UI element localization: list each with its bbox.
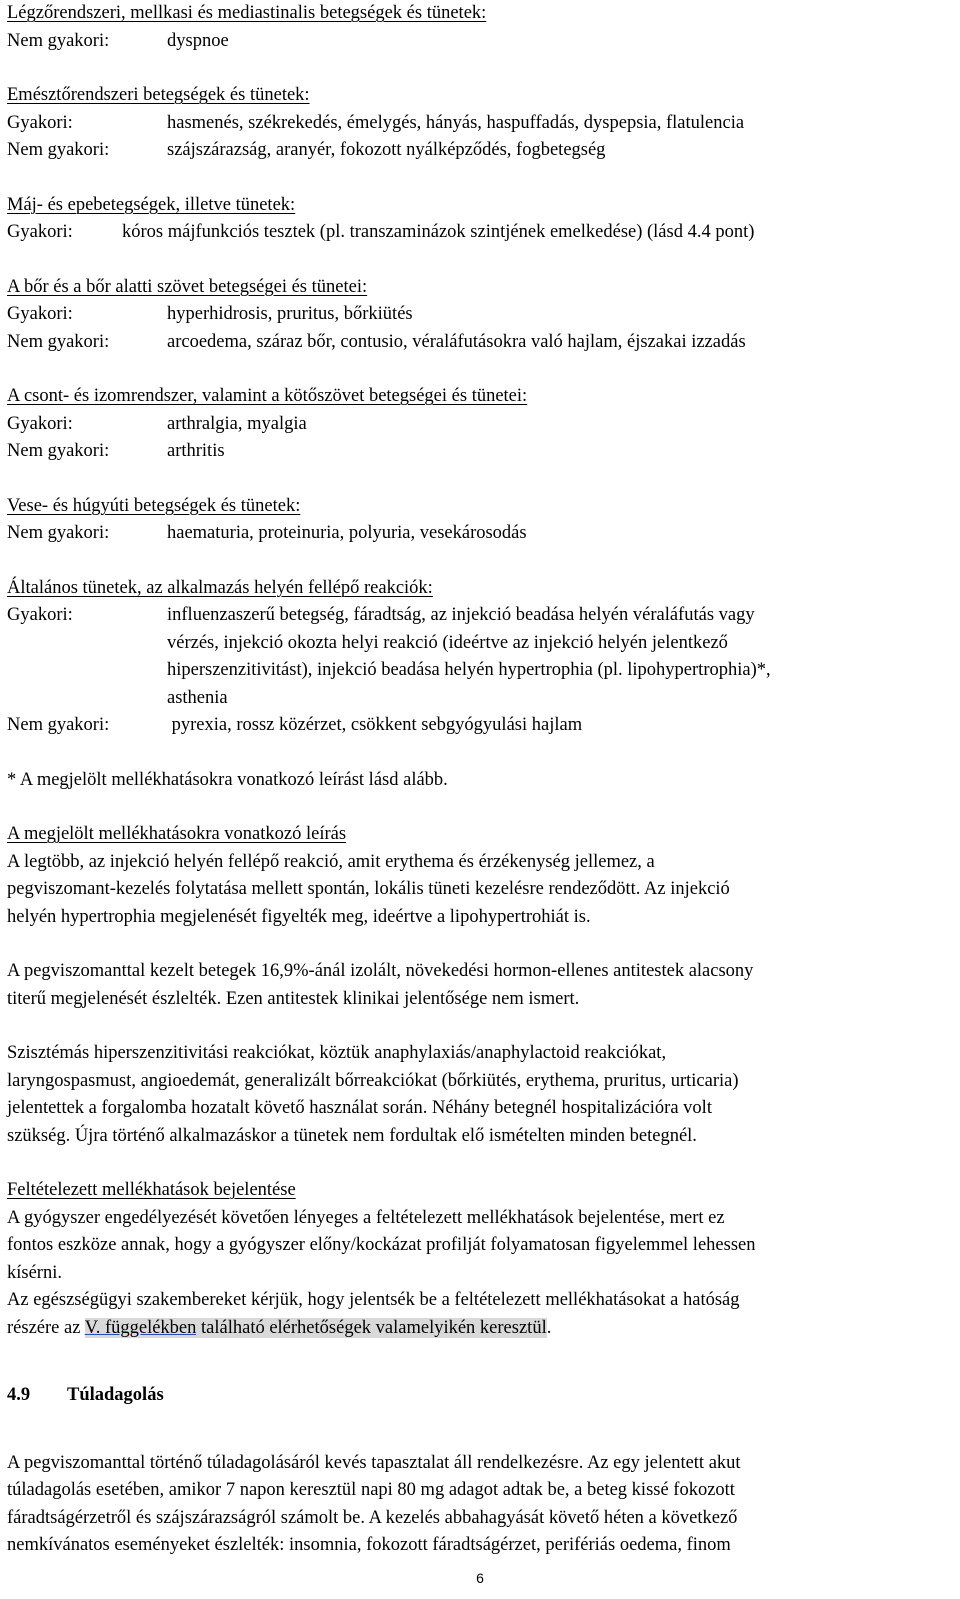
soc-renal xyxy=(7,493,947,548)
value-line: vérzés, injekció okozta helyi reakció (ideértve az injekció helyén jelentkező xyxy=(167,632,728,653)
text-line: Szisztémás hiperszenzitivitási reakciókat, köztük anaphylaxiás/anaphylactoid reakciókat, xyxy=(7,1043,667,1063)
paragraph xyxy=(7,1287,947,1342)
section-heading: Vese- és húgyúti betegségek és tünetek: xyxy=(7,495,301,516)
text-line: túladagolás esetében, amikor 7 napon keresztül napi 80 mg adagot adtak be, a beteg kissé fokozott xyxy=(7,1480,735,1500)
section-title-text: Túladagolás xyxy=(67,1385,164,1405)
frequency-value xyxy=(167,602,947,712)
frequency-label: Nem gyakori: xyxy=(7,715,110,735)
highlighted-text: található elérhetőségek valamelyikén keresztül xyxy=(196,1317,547,1338)
text-line xyxy=(7,1315,947,1343)
text-line: kísérni. xyxy=(7,1262,62,1283)
text-line: jelentettek a forgalomba hozatalt követő használat során. Néhány betegnél hospitalizációra volt xyxy=(7,1098,712,1118)
frequency-label: Nem gyakori: xyxy=(7,331,110,352)
frequency-row xyxy=(7,219,947,247)
document-page xyxy=(7,0,947,1560)
frequency-row xyxy=(7,137,947,165)
frequency-value: szájszárazság, aranyér, fokozott nyálképződés, fogbetegség xyxy=(167,140,606,160)
section-heading: A csont- és izomrendszer, valamint a kötőszövet betegségei és tünetei: xyxy=(7,386,528,406)
section-number: 4.9 xyxy=(7,1385,31,1405)
text-fragment: . xyxy=(546,1317,552,1338)
text-line: A pegviszomanttal kezelt betegek 16,9%-ánál izolált, növekedési hormon-ellenes antitestek alacsony xyxy=(7,961,754,981)
text-line: Az egészségügyi szakembereket kérjük, hogy jelentsék be a feltételezett mellékhatásokat a hatóság xyxy=(7,1290,740,1310)
frequency-label: Gyakori: xyxy=(7,222,73,242)
soc-gastrointestinal xyxy=(7,82,947,165)
text-line: fontos eszköze annak, hogy a gyógyszer előny/kockázat profilját folyamatosan figyelemmel lehessen xyxy=(7,1235,756,1255)
paragraph xyxy=(7,1040,947,1150)
frequency-row xyxy=(7,411,947,439)
text-line: fáradtságérzetről és szájszárazságról számolt be. A kezelés abbahagyását követő héten a következő xyxy=(7,1507,738,1528)
text-line: A pegviszomanttal történő túladagolásáról kevés tapasztalat áll rendelkezésre. Az egy jelentett akut xyxy=(7,1452,741,1473)
frequency-label: Gyakori: xyxy=(7,413,73,434)
marked-reactions xyxy=(7,821,947,1150)
page-number: 6 xyxy=(476,1570,484,1586)
text-line: laryngospasmust, angioedemát, generalizált bőrreakciókat (bőrkiütés, erythema, pruritus, urticaria) xyxy=(7,1070,739,1091)
frequency-value: kóros májfunkciós tesztek (pl. transzaminázok szintjének emelkedése) (lásd 4.4 pont) xyxy=(122,222,755,242)
text-line: szükség. Újra történő alkalmazáskor a tünetek nem fordultak elő ismételten minden betegnél. xyxy=(7,1125,697,1146)
soc-hepatobiliary xyxy=(7,192,947,247)
text-line: nemkívánatos eseményeket észlelték: insomnia, fokozott fáradtságérzet, perifériás oedema, finom xyxy=(7,1535,731,1555)
section-heading: Légzőrendszeri, mellkasi és mediastinalis betegségek és tünetek: xyxy=(7,3,487,23)
frequency-label: Nem gyakori: xyxy=(7,523,110,543)
value-line: asthenia xyxy=(167,687,228,708)
text-fragment: részére az xyxy=(7,1317,85,1338)
soc-respiratory xyxy=(7,0,947,55)
value-line: influenzaszerű betegség, fáradtság, az injekció beadása helyén véraláfutás vagy xyxy=(167,605,755,625)
section-title xyxy=(7,1382,947,1410)
frequency-label: Nem gyakori: xyxy=(7,30,110,51)
frequency-label: Gyakori: xyxy=(7,304,73,324)
frequency-row xyxy=(7,712,947,740)
soc-musculoskeletal xyxy=(7,383,947,466)
frequency-row xyxy=(7,520,947,548)
frequency-label: Gyakori: xyxy=(7,605,73,625)
frequency-value: hyperhidrosis, pruritus, bőrkiütés xyxy=(167,304,413,324)
text-line: helyén hypertrophia megjelenését figyelték meg, ideértve a lipohypertrohiát is. xyxy=(7,906,591,927)
section-heading: A megjelölt mellékhatásokra vonatkozó leírás xyxy=(7,824,347,844)
soc-skin xyxy=(7,274,947,357)
frequency-value: haematuria, proteinuria, polyuria, vesekárosodás xyxy=(167,523,527,543)
section-heading: Feltételezett mellékhatások bejelentése xyxy=(7,1180,296,1200)
appendix-v-link[interactable]: V. függelékben xyxy=(84,1317,197,1338)
overdose-section xyxy=(7,1382,947,1560)
section-heading: A bőr és a bőr alatti szövet betegségei és tünetei: xyxy=(7,276,368,297)
frequency-value: arcoedema, száraz bőr, contusio, véraláfutásokra való hajlam, éjszakai izzadás xyxy=(167,331,746,352)
soc-general xyxy=(7,575,947,740)
text-line: A gyógyszer engedélyezését követően lényeges a feltételezett mellékhatások bejelentése, mert ez xyxy=(7,1207,725,1228)
frequency-value: hasmenés, székrekedés, émelygés, hányás, haspuffadás, dyspepsia, flatulencia xyxy=(167,112,745,133)
frequency-label: Gyakori: xyxy=(7,112,73,133)
paragraph xyxy=(7,849,947,932)
frequency-value: arthritis xyxy=(167,441,225,461)
frequency-row xyxy=(7,301,947,329)
text-line: A legtöbb, az injekció helyén fellépő reakció, amit erythema és érzékenység jellemez, a xyxy=(7,851,655,872)
frequency-value: arthralgia, myalgia xyxy=(167,413,307,434)
frequency-value: pyrexia, rossz közérzet, csökkent sebgyógyulási hajlam xyxy=(167,715,583,735)
frequency-label: Nem gyakori: xyxy=(7,140,110,160)
frequency-row xyxy=(7,602,947,712)
value-line: hiperszenzitivitást), injekció beadása helyén hypertrophia (pl. lipohypertrophia)*, xyxy=(167,660,771,680)
section-heading: Máj- és epebetegségek, illetve tünetek: xyxy=(7,194,296,215)
section-heading: Emésztőrendszeri betegségek és tünetek: xyxy=(7,85,310,105)
frequency-label: Nem gyakori: xyxy=(7,441,110,461)
reporting-section xyxy=(7,1177,947,1342)
paragraph xyxy=(7,958,947,1013)
text-line: titerű megjelenését észlelték. Ezen antitestek klinikai jelentősége nem ismert. xyxy=(7,988,580,1009)
frequency-row xyxy=(7,329,947,357)
text-line: pegviszomant-kezelés folytatása mellett spontán, lokális tüneti kezelésre rendeződött. Az injekció xyxy=(7,879,730,899)
frequency-value: dyspnoe xyxy=(167,30,229,51)
frequency-row xyxy=(7,438,947,466)
footnote: * A megjelölt mellékhatásokra vonatkozó leírást lásd alább. xyxy=(7,769,448,790)
frequency-row xyxy=(7,110,947,138)
paragraph xyxy=(7,1205,947,1288)
frequency-row xyxy=(7,28,947,56)
paragraph xyxy=(7,1450,947,1560)
section-heading: Általános tünetek, az alkalmazás helyén fellépő reakciók: xyxy=(7,577,433,598)
